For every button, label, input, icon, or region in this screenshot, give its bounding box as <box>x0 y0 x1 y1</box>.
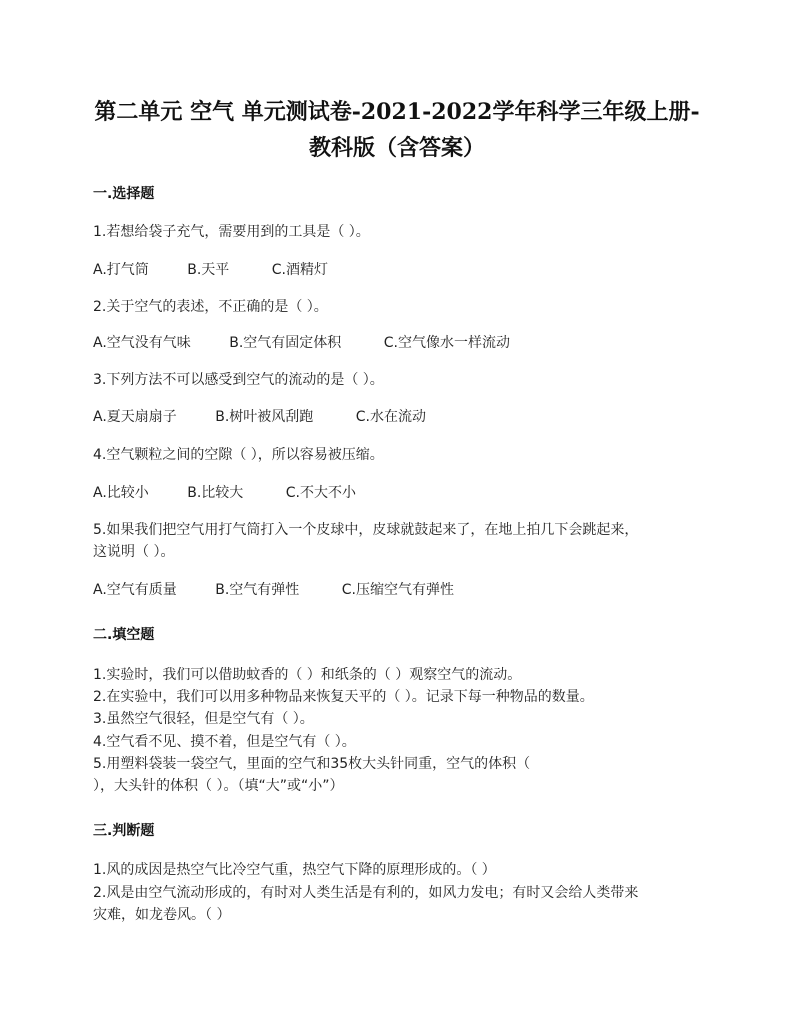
option-c: C.不大不小 <box>285 485 356 501</box>
choice-question-5-line-2: 这说明（ ）。 <box>93 544 175 560</box>
option-b: B.天平 <box>187 262 230 278</box>
choice-question-2: 2.关于空气的表述，不正确的是（ ）。 <box>93 299 328 315</box>
option-b: B.空气有固定体积 <box>229 335 342 351</box>
option-c: C.水在流动 <box>355 409 426 425</box>
option-a: A.比较小 <box>93 485 149 501</box>
option-b: B.比较大 <box>187 485 244 501</box>
document-title-line-2: 教科版（含答案） <box>308 135 485 161</box>
choice-question-3: 3.下列方法不可以感受到空气的流动的是（ ）。 <box>93 372 384 388</box>
fill-question-2: 2.在实验中，我们可以用多种物品来恢复天平的（ ）。记录下每一种物品的数量。 <box>93 689 594 705</box>
choice-question-4-options <box>93 482 356 502</box>
fill-question-3: 3.虽然空气很轻，但是空气有（ ）。 <box>93 711 314 727</box>
choice-question-4: 4.空气颗粒之间的空隙（ ），所以容易被压缩。 <box>93 447 384 463</box>
choice-question-3-options <box>93 406 426 426</box>
option-a: A.空气没有气味 <box>93 335 191 351</box>
fill-question-1: 1.实验时，我们可以借助蚊香的（ ）和纸条的（ ）观察空气的流动。 <box>93 667 522 683</box>
option-a: A.空气有质量 <box>93 582 177 598</box>
judge-question-2-line-1: 2.风是由空气流动形成的，有时对人类生活是有利的，如风力发电；有时又会给人类带来 <box>93 885 639 901</box>
option-a: A.打气筒 <box>93 262 149 278</box>
fill-question-5-line-1: 5.用塑料袋装一袋空气，里面的空气和35枚大头针同重，空气的体积（ <box>93 756 531 772</box>
choice-question-1-options <box>93 259 328 279</box>
option-c: C.压缩空气有弹性 <box>341 582 454 598</box>
section-heading-judge: 三.判断题 <box>93 823 155 839</box>
choice-question-5-line-1: 5.如果我们把空气用打气筒打入一个皮球中，皮球就鼓起来了，在地上拍几下会跳起来， <box>93 522 639 538</box>
option-b: B.空气有弹性 <box>215 582 300 598</box>
fill-question-4: 4.空气看不见、摸不着，但是空气有（ ）。 <box>93 734 356 750</box>
option-a: A.夏天扇扇子 <box>93 409 177 425</box>
fill-question-5-line-2: ），大头针的体积（ ）。（填“大”或“小”） <box>93 778 344 794</box>
option-b: B.树叶被风刮跑 <box>215 409 314 425</box>
option-c: C.空气像水一样流动 <box>383 335 510 351</box>
judge-question-2-line-2: 灾难，如龙卷风。（ ） <box>93 907 231 923</box>
option-c: C.酒精灯 <box>271 262 328 278</box>
document-title-line-1: 第二单元 空气 单元测试卷-2021-2022学年科学三年级上册- <box>94 99 700 125</box>
choice-question-5-options <box>93 579 454 599</box>
choice-question-1: 1.若想给袋子充气，需要用到的工具是（ ）。 <box>93 224 370 240</box>
section-heading-choice: 一.选择题 <box>93 186 155 202</box>
section-heading-fill: 二.填空题 <box>93 627 155 643</box>
judge-question-1: 1.风的成因是热空气比冷空气重，热空气下降的原理形成的。（ ） <box>93 862 496 878</box>
choice-question-2-options <box>93 332 510 352</box>
